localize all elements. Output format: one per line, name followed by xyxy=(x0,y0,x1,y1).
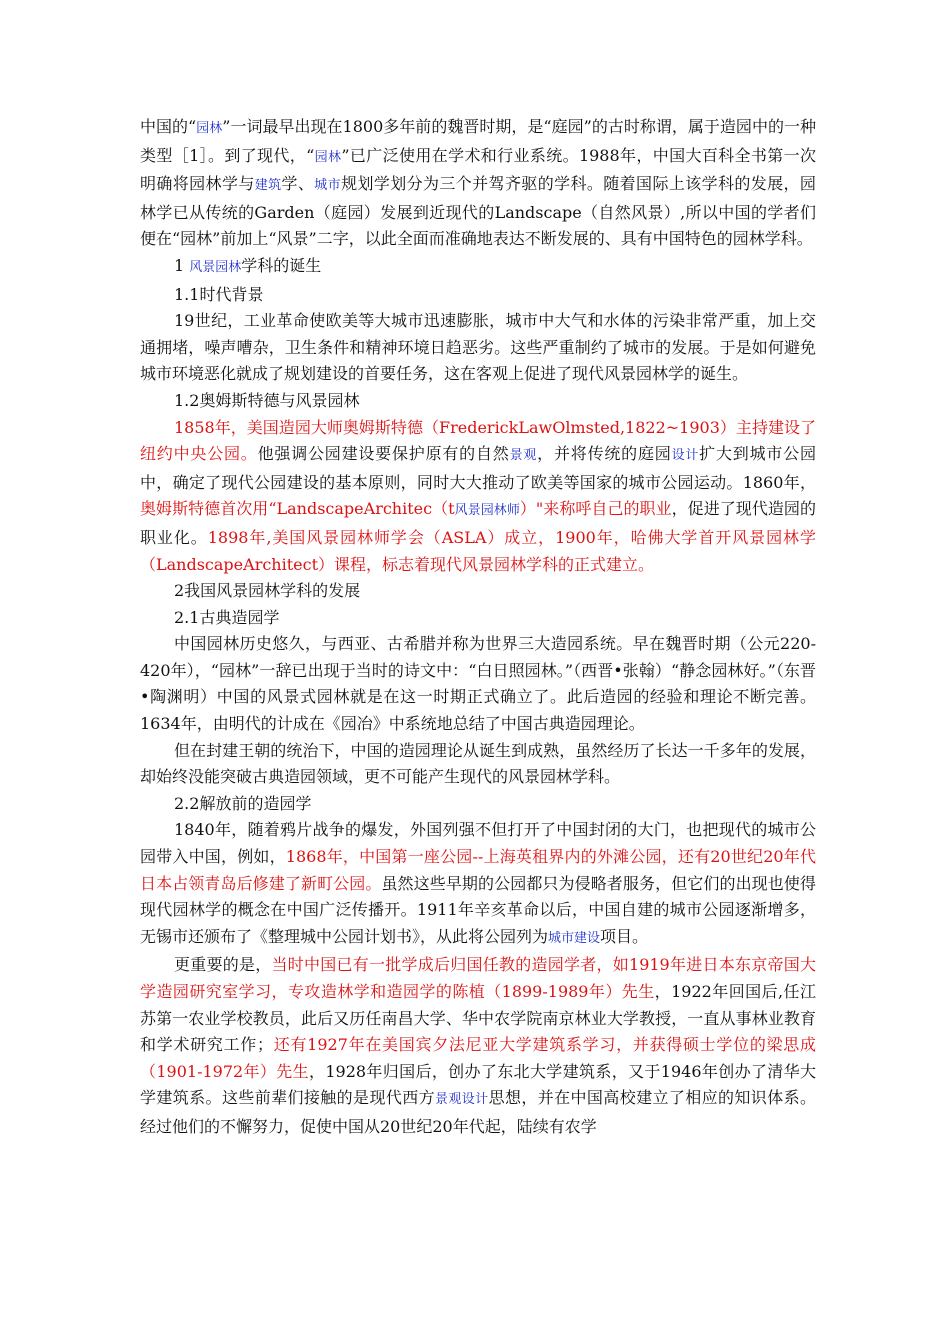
paragraph-olmsted: 1858年，美国造园大师奥姆斯特德（FrederickLawOlmsted,1822~1903）主持建设了纽约中央公园。他强调公园建设要保护原有的自然景观，并将传统的庭园设计扩大到城市公园中，确定了现代公园建设的基本原则，同时大大推动了欧美等国家的城市公园运动。1860年，奥姆斯特德首次用“LandscapeArchitec（t风景园林师）"来称呼自己的职业，促进了现代造园的职业化。1898年,美国风景园林师学会（ASLA）成立，1900年，哈佛大学首开风景园林学（LandscapeArchitect）课程，标志着现代风景园林学科的正式建立。 xyxy=(140,417,816,574)
paragraph-feudal: 但在封建王朝的统治下，中国的造园理论从诞生到成熟，虽然经历了长达一千多年的发展，却始终没能突破古典造园领域，更不可能产生现代的风景园林学科。 xyxy=(140,740,816,787)
paragraph-scholars: 更重要的是，当时中国已有一批学成后归国任教的造园学者，如1919年进日本东京帝国大学造园研究室学习，专攻造林学和造园学的陈植（1899-1989年）先生，1922年回国后,任江苏第一农业学校教员，此后又历任南昌大学、华中农学院南京林业大学教授，一直从事林业教育和学术研究工作；还有1927年在美国宾夕法尼亚大学建筑系学习，并获得硕士学位的梁思成（1901-1972年）先生，1928年归国后，创办了东北大学建筑系，又于1946年创办了清华大学建筑系。这些前辈们接触的是现代西方景观设计思想，并在中国高校建立了相应的知识体系。经过他们的不懈努力，促使中国从20世纪20年代起，陆续有农学 xyxy=(140,955,816,1136)
link-fengjing-yuanlin[interactable]: 风景园林 xyxy=(189,259,242,275)
link-fengjing-yuanlinshi[interactable]: 风景园林师 xyxy=(454,503,520,519)
link-jianzhu[interactable]: 建筑 xyxy=(254,178,282,194)
paragraph-classical: 中国园林历史悠久，与西亚、古希腊并称为世界三大造园系统。早在魏晋时期（公元220-420年），“园林”一辞已出现于当时的诗文中：“白日照园林。”（西晋•张翰）“静念园林好。”（东晋•陶渊明）中国的风景式园林就是在这一时期正式确立了。此后造园的经验和理论不断完善。1634年，由明代的计成在《园冶》中系统地总结了中国古典造园理论。 xyxy=(140,634,816,734)
link-yuanlin[interactable]: 园林 xyxy=(196,121,223,136)
heading-section-2-1: 2.1古典造园学 xyxy=(174,607,280,627)
heading-section-2: 2我国风景园林学科的发展 xyxy=(174,581,361,601)
heading-section-1-2: 1.2奥姆斯特德与风景园林 xyxy=(174,390,360,410)
article-body xyxy=(140,114,816,1141)
link-jingguan[interactable]: 景观 xyxy=(509,448,538,464)
heading-section-2-2: 2.2解放前的造园学 xyxy=(174,793,312,813)
link-chengshi[interactable]: 城市 xyxy=(314,178,342,194)
link-yuanlin-2[interactable]: 园林 xyxy=(314,149,342,165)
link-chengshi-jianshe[interactable]: 城市建设 xyxy=(548,930,601,946)
heading-section-1: 1 风景园林学科的诞生 xyxy=(174,255,322,275)
heading-section-1-1: 1.1时代背景 xyxy=(174,284,264,304)
paragraph-pre-liberation: 1840年，随着鸦片战争的爆发，外国列强不但打开了中国封闭的大门，也把现代的城市公园带入中国，例如，1868年，中国第一座公园--上海英租界内的外滩公园，还有20世纪20年代日本占领青岛后修建了新町公园。虽然这些早期的公园都只为侵略者服务，但它们的出现也使得现代园林学的概念在中国广泛传播开。1911年辛亥革命以后，中国自建的城市公园逐渐增多，无锡市还颁布了《整理城中公园计划书》，从此将公园列为城市建设项目。 xyxy=(140,820,816,946)
link-jingguan-sheji[interactable]: 景观设计 xyxy=(435,1092,489,1108)
link-sheji[interactable]: 设计 xyxy=(671,448,700,464)
paragraph-intro: 中国的“园林”一词最早出现在1800多年前的魏晋时期，是“庭园”的古时称谓，属于造园中的一种类型［1］。到了现代，“园林”已广泛使用在学术和行业系统。1988年，中国大百科全书第一次明确将园林学与建筑学、城市规划学划分为三个并驾齐驱的学科。随着国际上该学科的发展，园林学已从传统的Garden（庭园）发展到近现代的Landscape（自然风景）,所以中国的学者们便在“园林”前加上“风景”二字，以此全面而准确地表达不断发展的、具有中国特色的园林学科。 xyxy=(140,117,816,249)
paragraph-background: 19世纪，工业革命使欧美等大城市迅速膨胀，城市中大气和水体的污染非常严重，加上交通拥堵，噪声嘈杂，卫生条件和精神环境日趋恶劣。这些严重制约了城市的发展。于是如何避免城市环境恶化就成了规划建设的首要任务，这在客观上促进了现代风景园林学的诞生。 xyxy=(140,311,816,384)
